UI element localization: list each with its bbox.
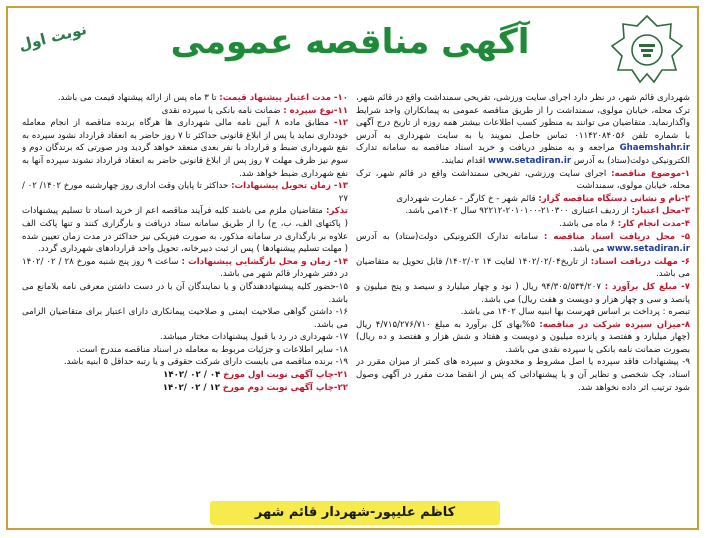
item-13: ۱۳- زمان تحویل پیشنهادات: حداکثر تا پایان وقت اداری روز چهارشنبه مورخ ۱۴۰۲/ ۰۲ /۲۷ [22, 181, 348, 204]
item-16: ۱۶- داشتن گواهی صلاحیت ایمنی و صلاحیت پیمانکاری دارای اعتبار برای متقاضیان الزامی می باشد. [22, 307, 348, 330]
item-3: ۳-محل اعتبار: از ردیف اعتباری ۲۱۰۳۰۰-۲۰۱۰۱۰۰-۹۲۲۱۲ سال ۱۴۰۲می باشد. [405, 206, 690, 217]
item-14: ۱۴- زمان و محل بازگشایی پیشنهادات : ساعت ۹ روز پنج شنبه مورخ ۲۸ / ۰۲ /۱۴۰۲ در دفتر شهردار قائم شهر می باشد. [22, 256, 348, 280]
item-2: ۲-نام و نشانی دستگاه مناقصه گزار: قائم شهر - خ کارگر - عمارت شهرداری [396, 193, 690, 204]
item-6: ۶- مهلت دریافت اسناد: از تاریخ۱۴۰۲/۰۲/۰۴ لغایت ۱۴ ۱۴۰۲/۰۲/ قابل تحویل به متقاضیان می باشد. [356, 256, 690, 280]
item-18: ۱۸- سایر اطلاعات و جزئیات مربوط به معامله در اسناد مناقصه مندرج است. [76, 344, 348, 355]
signature-bar: کاظم علیپور-شهردار قائم شهر [210, 501, 500, 525]
page-title: آگهی مناقصه عمومی [170, 22, 530, 62]
item-7-note: تبصره : پرداخت بر اساس فهرست بها ابنیه سال ۱۴۰۲ می باشد. [460, 307, 690, 318]
item-7: ۷- مبلغ کل برآورد : ۹۴/۳۰۵/۵۳۴/۲۰۷ ریال ( نود و چهار میلیارد و سیصد و پنج میلیون و پانصد و سی و چهار هزار و دویست و هفت ریال) می باشد. [356, 281, 690, 305]
setad-link[interactable]: www.setadiran.ir [488, 155, 572, 166]
item-11: ۱۱-نوع سپرده : ضمانت نامه بانکی یا سپرده نقدی [161, 105, 348, 116]
item-4: ۴-مدت انجام کار: ۶ ماه می باشد. [559, 218, 690, 229]
website-link[interactable]: Ghaemshahr.ir [619, 143, 690, 154]
round-badge: نوبت اول [16, 19, 89, 55]
item-15: ۱۵-حضور کلیه پیشنهاددهندگان و یا نمایندگان آن با در دست داشتن معرفی نامه بلامانع می باشد. [22, 281, 348, 305]
item-1: ۱-موضوع مناقصه: اجرای سایت ورزشی، تفریحی سمنداشت واقع در قائم شهر، ترک محله، خیابان مولوی، سمنداشت [356, 168, 690, 192]
setad-link-2[interactable]: www.setadiran.ir [606, 244, 690, 255]
left-column [22, 92, 348, 492]
item-19: ۱۹- برنده مناقصه می بایست دارای شرکت حقوقی و یا رتبه حداقل ۵ ابنیه باشد. [63, 357, 348, 368]
item-17: ۱۷- شهرداری در رد یا قبول پیشنهادات مختار میباشد. [159, 332, 348, 343]
tazakor-note: تذکر: متقاضیان ملزم می باشند کلیه فرآیند مناقصه اعم از خرید اسناد تا تسلیم پیشنهادات ( پاکتهای الف، ب، ج) را از طریق سامانه ستاد دریافت و بارگزاری کنند و تنها پاکت الف علاوه بر بارگذاری در سامانه مذکور، به صورت فیزیکی نیز حداکثر در مدت زمان تعیین شده ( مهلت تسلیم پیشنهادها ) پس از ثبت دبیرخانه، تحویل واحد قراردادهای شهرداری گردد. [22, 206, 348, 255]
item-9: ۹- پیشنهادات فاقد سپرده یا اصل مشروط و مخدوش و سپرده های کمتر از میزان مقرر در اسناد، چک شخصی و نظایر آن و یا پیشنهاداتی که پس از انقضا مدت مقرر در آگهی وصول شود ترتیب اثر داده نخواهد شد. [356, 357, 690, 393]
municipality-logo [604, 12, 690, 92]
item-8: ۸-میزان سپرده شرکت در مناقصه: ۵%بهای کل برآورد به مبلغ ۴/۷۱۵/۲۷۶/۷۱۰ ریال (چهار میلیارد و هفتصد و پانزده میلیون و دویست و هفتاد و شش هزار و هفتصد و ده ریال) بصورت ضمانت نامه بانکی یا سپرده نقدی می باشد. [356, 319, 690, 355]
item-5: ۵- محل دریافت اسناد مناقصه : سامانه تدارک الکترونیکی دولت(ستاد) به آدرس www.setadiran.ir می باشد. [356, 231, 690, 255]
right-column [356, 92, 690, 492]
item-21: ۲۱-چاپ آگهی نوبت اول مورخ ۰۴ / ۰۲ /۱۴۰۲ [163, 370, 348, 381]
item-10: ۱۰- مدت اعتبار پیشنهاد قیمت: تا ۳ ماه پس از ارائه پیشنهاد قیمت می باشد. [57, 93, 348, 103]
item-22: ۲۲-چاپ آگهی نوبت دوم مورخ ۱۲ / ۰۲ /۱۴۰۲ [162, 382, 348, 393]
intro-paragraph: شهرداری قائم شهر، در نظر دارد اجرای سایت ورزشی، تفریحی سمنداشت واقع در قائم شهر، ترک محله، خیابان مولوی، سمنداشت را از طریق مناقصه عمومی به پیمانکاران واجد شرایط واگذارنماید. متقاضیان می توانند به منظور کسب اطلاعات بیشتر همه روزه از تاریخ درج آگهی با شماره تلفن ۰۱۱۴۲۰۸۴۰۵۶ تماس حاصل نمویند یا به سایت شهرداری به آدرس Ghaemshahr.ir مراجعه و به منظور دریافت و خرید اسناد مناقصه به سامانه تدارک الکترونیکی دولت(ستاد) به آدرس www.setadiran.ir اقدام نمایند. [356, 93, 690, 166]
item-12: ۱۲- مطابق ماده ۸ آیین نامه مالی شهرداری ها هرگاه برنده مناقصه از انجام معامله خودداری نماید یا پس از ابلاغ قانونی حداکثر تا ۷ روز حاضر به انعقاد قرارداد نشود سپرده به نفع شهرداری ضبط و قرارداد با نفر بعدی منعقد خواهد گردید ودر صورتی که برندگان دوم و سوم نیز ظرف مهلت ۷ روز پس از ابلاغ قانونی حاضر به انعقاد قرارداد نشوند سپرده آنها به نفع شهرداری ضبط خواهد شد. [22, 118, 348, 179]
